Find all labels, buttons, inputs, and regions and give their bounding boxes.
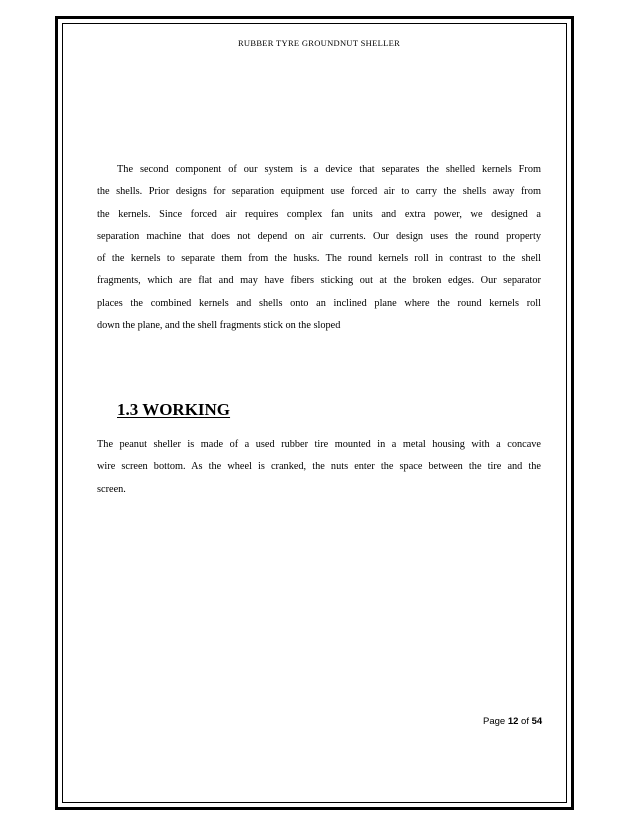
- running-header: RUBBER TYRE GROUNDNUT SHELLER: [237, 38, 401, 48]
- paragraph-line: the shells. Prior designs for separation equipment use forced air to carry the shells away from: [97, 186, 541, 198]
- page-number-footer: [483, 716, 542, 727]
- body-paragraph-separation: [97, 159, 541, 337]
- body-paragraph-working: [97, 434, 541, 501]
- page-word: Page: [483, 716, 506, 727]
- paragraph-line: The peanut sheller is made of a used rubber tire mounted in a metal housing with a concave: [97, 439, 541, 450]
- total-pages-number: 54: [531, 716, 543, 727]
- paragraph-line: the kernels. Since forced air requires complex fan units and extra power, we designed a: [97, 208, 541, 220]
- paragraph-line: The second component of our system is a device that separates the shelled kernels From: [117, 164, 541, 175]
- paragraph-line: separation machine that does not depend on air currents. Our design uses the round property: [97, 230, 541, 242]
- section-heading: 1.3 WORKING: [117, 400, 231, 419]
- of-word: of: [521, 716, 529, 727]
- paragraph-line: wire screen bottom. As the wheel is cranked, the nuts enter the space between the tire and the: [97, 461, 541, 473]
- paragraph-line: screen.: [97, 483, 126, 495]
- current-page-number: 12: [507, 716, 519, 727]
- paragraph-line: fragments, which are flat and may have fibers sticking out at the broken edges. Our separator: [97, 275, 541, 287]
- paragraph-line: of the kernels to separate them from the husks. The round kernels roll in contrast to the shell: [97, 253, 541, 265]
- paragraph-line: places the combined kernels and shells onto an inclined plane where the round kernels roll: [97, 297, 541, 309]
- paragraph-line: down the plane, and the shell fragments stick on the sloped: [97, 320, 341, 332]
